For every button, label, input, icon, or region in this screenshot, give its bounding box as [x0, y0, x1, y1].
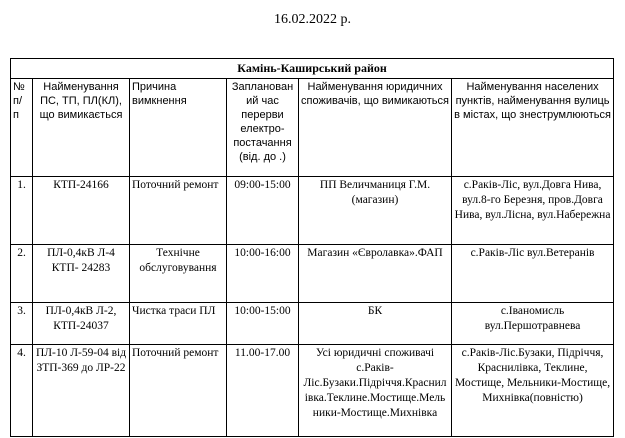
document-date: 16.02.2022 р.: [274, 12, 351, 27]
region-row: [11, 59, 614, 79]
row-consumers: Усі юридичні споживачі с.Раків- Ліс.Бузаки.Підріччя.Краснил івка.Теклине.Мостище.Мель ники-Мостище.Михнівка: [299, 345, 452, 437]
table-row: [11, 345, 614, 437]
row-reason: Поточний ремонт: [130, 177, 227, 245]
row-settlements: с.Раків-Ліс вул.Ветеранів: [452, 245, 614, 303]
row-num: 4.: [11, 345, 33, 437]
row-consumers: Магазин «Євролавка».ФАП: [299, 245, 452, 303]
header-settlements: Найменування населених пунктів, найменування вулиць в містах, що знеструмлюються: [452, 79, 614, 177]
header-num: № п/ п: [11, 79, 33, 177]
row-reason: Поточний ремонт: [130, 345, 227, 437]
table-row: [11, 303, 614, 345]
region-title: Камінь-Каширський район: [11, 59, 614, 79]
row-settlements: с.Раків-Ліс.Бузаки, Підріччя, Краснилівка, Теклине, Мостище, Мельники-Мостище, Михнівка(повністю): [452, 345, 614, 437]
row-object: ПЛ-10 Л-59-04 від ЗТП-369 до ЛР-22: [33, 345, 130, 437]
row-time: 11.00-17.00: [227, 345, 299, 437]
row-object: КТП-24166: [33, 177, 130, 245]
row-consumers: ПП Величманиця Г.М. (магазин): [299, 177, 452, 245]
header-consumers: Найменування юридичних споживачів, що вимикаються: [299, 79, 452, 177]
header-time: Запланований час перерви електро- постачання (від. до .): [227, 79, 299, 177]
row-num: 1.: [11, 177, 33, 245]
row-reason: Технічне обслуговування: [130, 245, 227, 303]
header-object: Найменування ПС, ТП, ПЛ(КЛ), що вимикається: [33, 79, 130, 177]
table-row: [11, 177, 614, 245]
row-object: ПЛ-0,4кВ Л-4 КТП- 24283: [33, 245, 130, 303]
row-time: 10:00-16:00: [227, 245, 299, 303]
row-settlements: с.Раків-Ліс, вул.Довга Нива, вул.8-го Березня, пров.Довга Нива, вул.Лісна, вул.Набережна: [452, 177, 614, 245]
row-settlements: с.Іваномисль вул.Першотравнева: [452, 303, 614, 345]
outage-table: [10, 58, 614, 437]
row-num: 2.: [11, 245, 33, 303]
table-row: [11, 245, 614, 303]
row-time: 10:00-15:00: [227, 303, 299, 345]
row-reason: Чистка траси ПЛ: [130, 303, 227, 345]
row-consumers: БК: [299, 303, 452, 345]
header-reason: Причина вимкнення: [130, 79, 227, 177]
header-row: [11, 79, 614, 177]
row-num: 3.: [11, 303, 33, 345]
row-time: 09:00-15:00: [227, 177, 299, 245]
row-object: ПЛ-0,4кВ Л-2, КТП-24037: [33, 303, 130, 345]
